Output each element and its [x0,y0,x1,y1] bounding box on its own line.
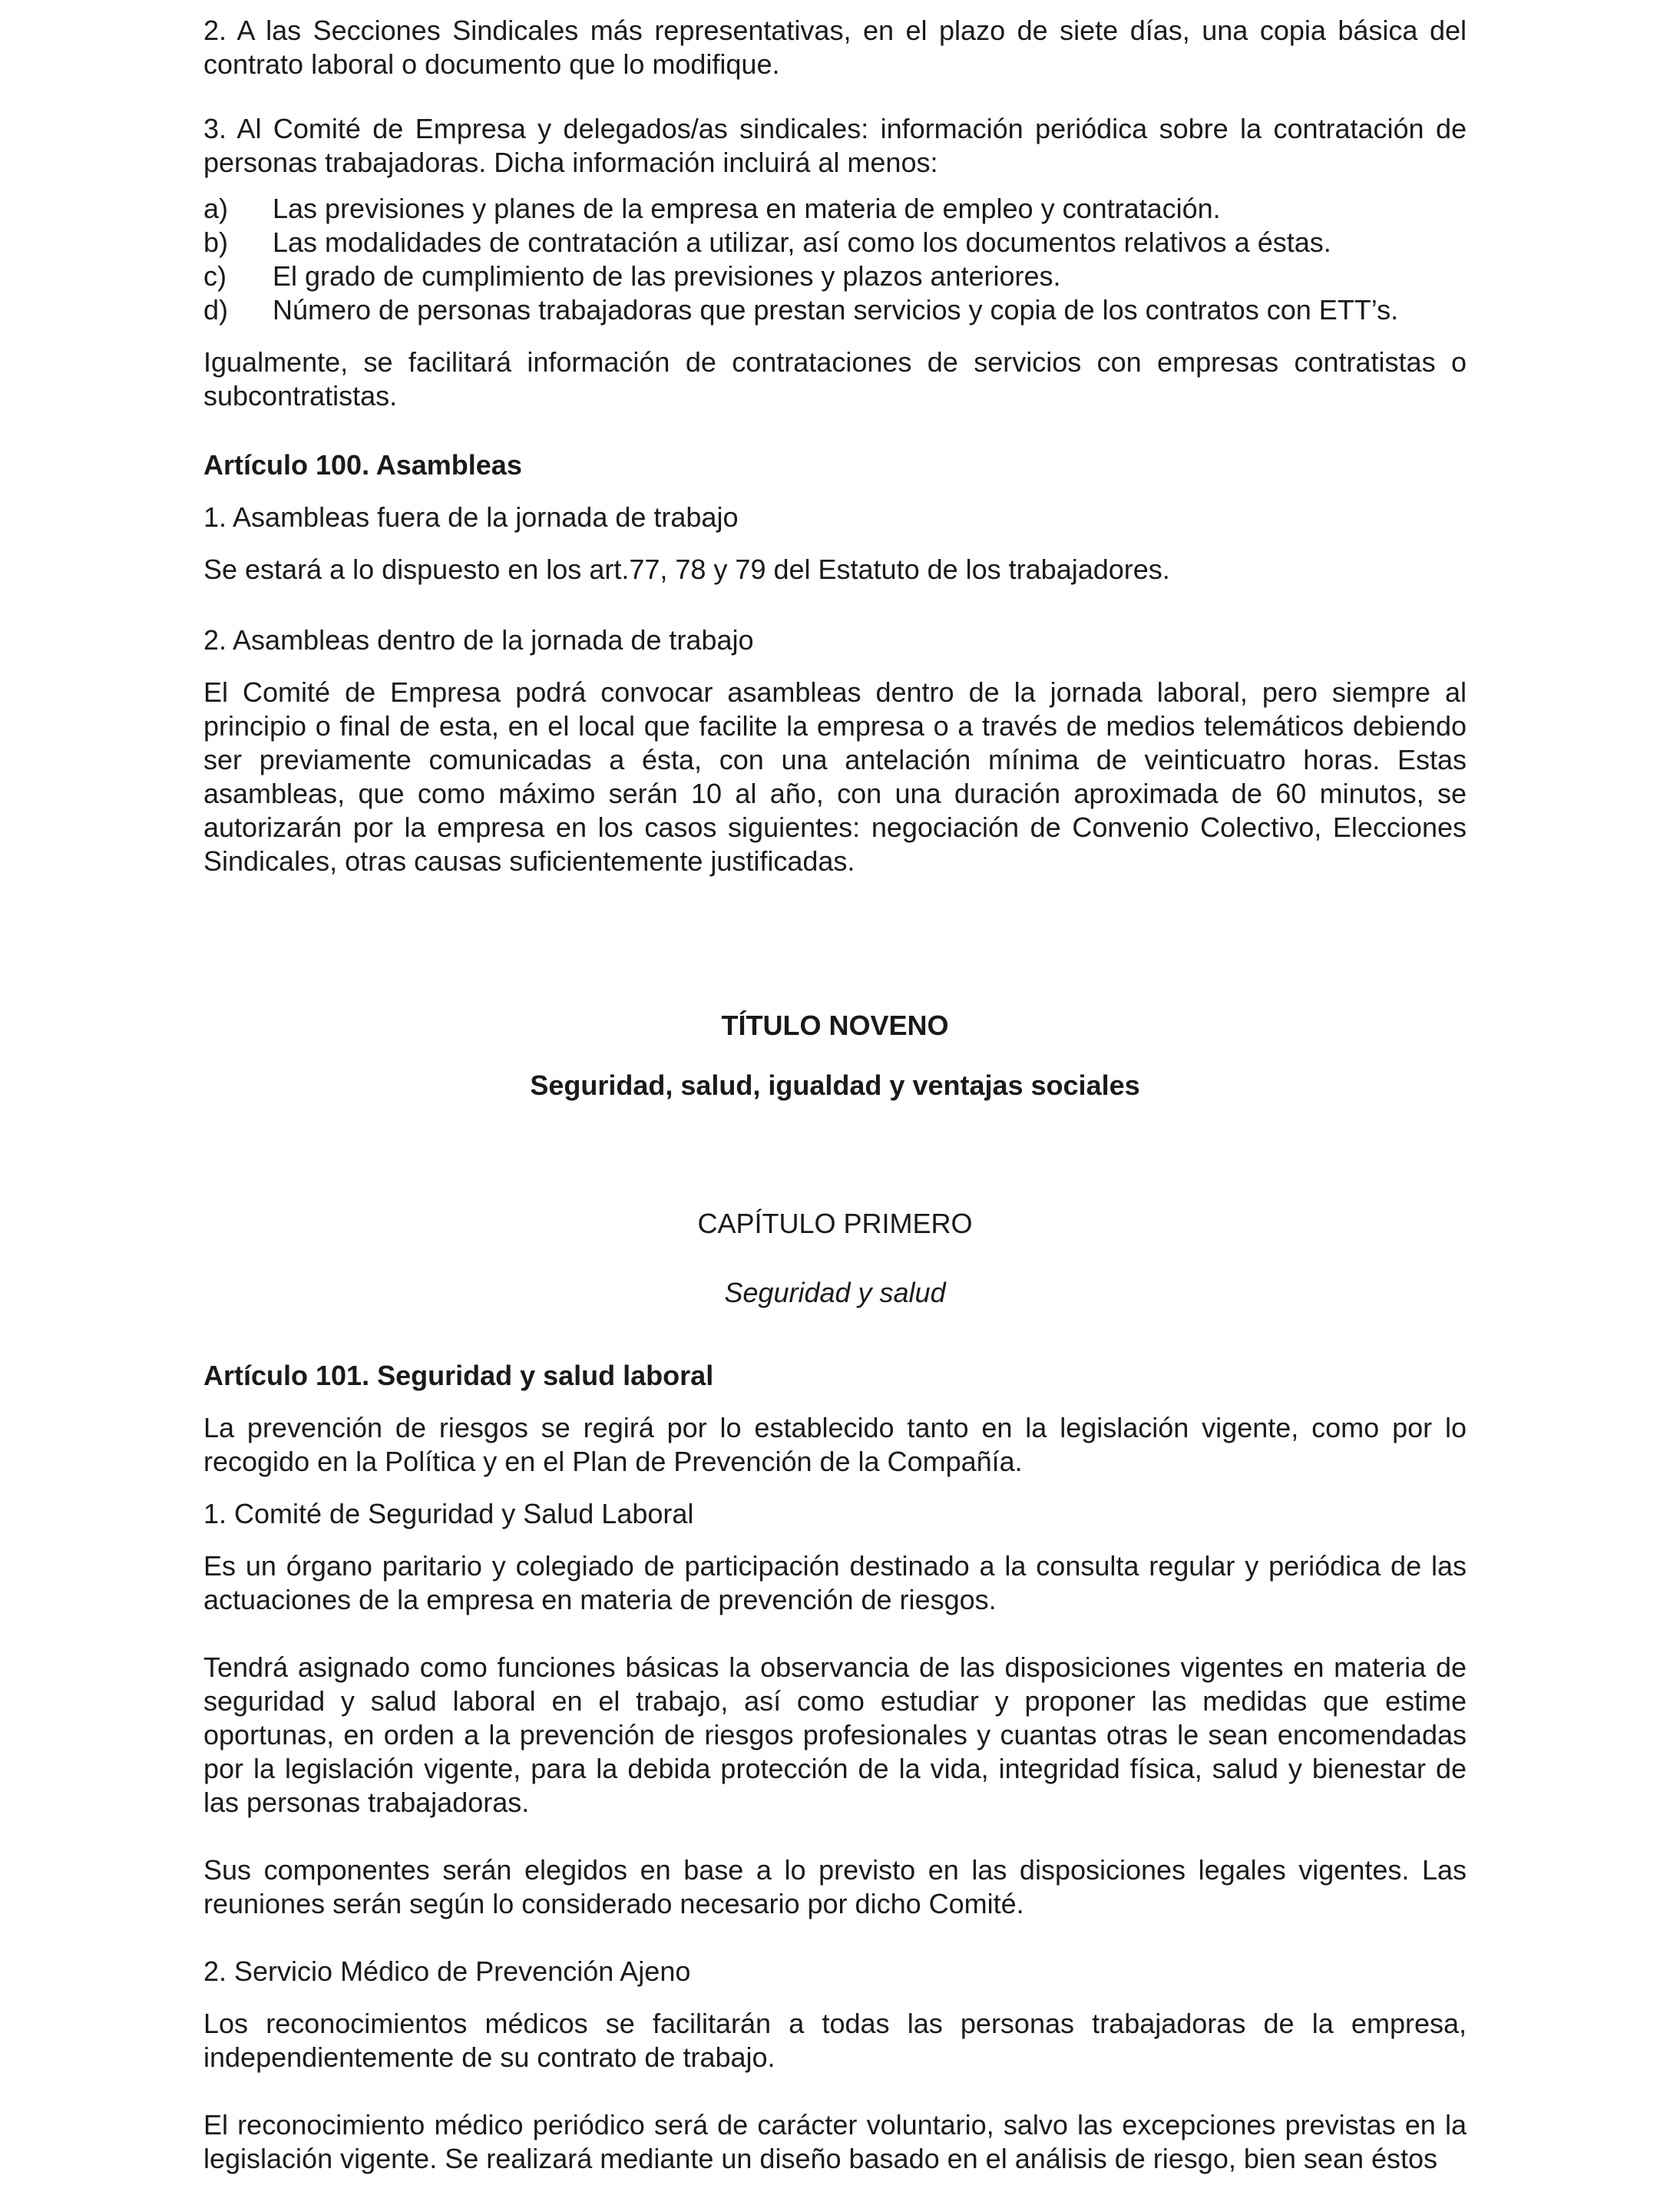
list-label: d) [203,294,229,326]
list-label: c) [203,260,227,292]
article-101-paragraph: La prevención de riesgos se regirá por lo establecido tanto en la legislación vigente, como por lo recogido en la Política y en el Plan de Prevención de la Compañía. [203,1412,1467,1477]
article-100-section-2-heading: 2. Asambleas dentro de la jornada de trabajo [203,624,754,656]
chapter-subheading: Seguridad y salud [724,1277,946,1308]
article-101-section-2-heading: 2. Servicio Médico de Prevención Ajeno [203,1955,691,1987]
list-item [203,293,1467,327]
list-text: Las modalidades de contratación a utilizar, así como los documentos relativos a éstas. [273,226,1331,258]
chapter-heading: CAPÍTULO PRIMERO [697,1208,973,1239]
article-101-section-1-paragraph-2: Tendrá asignado como funciones básicas la observancia de las disposiciones vigentes en materia de seguridad y salud laboral en el trabajo, así como estudiar y proponer las medidas que estime oportunas, en orden a la prevención de riesgos profesionales y cuantas otras le sean encomendadas por la legislación vigente, para la debida protección de la vida, integridad física, salud y bienestar de las personas trabajadoras. [203,1651,1467,1818]
list-text: El grado de cumplimiento de las previsiones y plazos anteriores. [273,260,1061,292]
article-101-section-1-paragraph-3: Sus componentes serán elegidos en base a lo previsto en las disposiciones legales vigentes. Las reuniones serán según lo considerado necesario por dicho Comité. [203,1854,1467,1919]
article-101-section-1-heading: 1. Comité de Seguridad y Salud Laboral [203,1498,694,1529]
paragraph-igualmente: Igualmente, se facilitará información de contrataciones de servicios con empresas contratistas o subcontratistas. [203,346,1467,412]
list-text: Las previsiones y planes de la empresa en materia de empleo y contratación. [273,193,1221,224]
article-100-section-2-text: El Comité de Empresa podrá convocar asambleas dentro de la jornada laboral, pero siempre al principio o final de esta, en el local que facilite la empresa o a través de medios telemáticos debiendo ser previamente comunicadas a ésta, con una antelación mínima de veinticuatro horas. Estas asambleas, que como máximo serán 10 al año, con una duración aproximada de 60 minutos, se autorizarán por la empresa en los casos siguientes: negociación de Convenio Colectivo, Elecciones Sindicales, otras causas suficientemente justificadas. [203,676,1467,877]
info-list [203,192,1467,327]
article-101-section-2-paragraph-1: Los reconocimientos médicos se facilitarán a todas las personas trabajadoras de la empresa, independientemente de su contrato de trabajo. [203,2008,1467,2073]
title-subheading: Seguridad, salud, igualdad y ventajas sociales [530,1069,1140,1101]
list-item [203,192,1467,226]
list-label: b) [203,226,229,258]
list-label: a) [203,193,229,224]
article-100-section-1-text: Se estará a lo dispuesto en los art.77, 78 y 79 del Estatuto de los trabajadores. [203,554,1170,585]
article-100-heading: Artículo 100. Asambleas [203,449,522,481]
article-100-section-1-heading: 1. Asambleas fuera de la jornada de trabajo [203,501,739,533]
title-heading: TÍTULO NOVENO [721,1010,949,1041]
document-content [203,14,1467,2176]
list-text: Número de personas trabajadoras que prestan servicios y copia de los contratos con ETT’s. [273,294,1399,326]
article-101-section-2-paragraph-2: El reconocimiento médico periódico será de carácter voluntario, salvo las excepciones previstas en la legislación vigente. Se realizará mediante un diseño basado en el análisis de riesgo, bien sean éstos [203,2109,1467,2174]
article-101-section-1-paragraph-1: Es un órgano paritario y colegiado de participación destinado a la consulta regular y periódica de las actuaciones de la empresa en materia de prevención de riesgos. [203,1550,1467,1615]
paragraph-sec3: 3. Al Comité de Empresa y delegados/as sindicales: información periódica sobre la contratación de personas trabajadoras. Dicha información incluirá al menos: [203,113,1467,178]
list-item [203,226,1467,260]
list-item [203,260,1467,293]
paragraph-sec2: 2. A las Secciones Sindicales más representativas, en el plazo de siete días, una copia básica del contrato laboral o documento que lo modifique. [203,15,1467,80]
article-101-heading: Artículo 101. Seguridad y salud laboral [203,1360,714,1391]
